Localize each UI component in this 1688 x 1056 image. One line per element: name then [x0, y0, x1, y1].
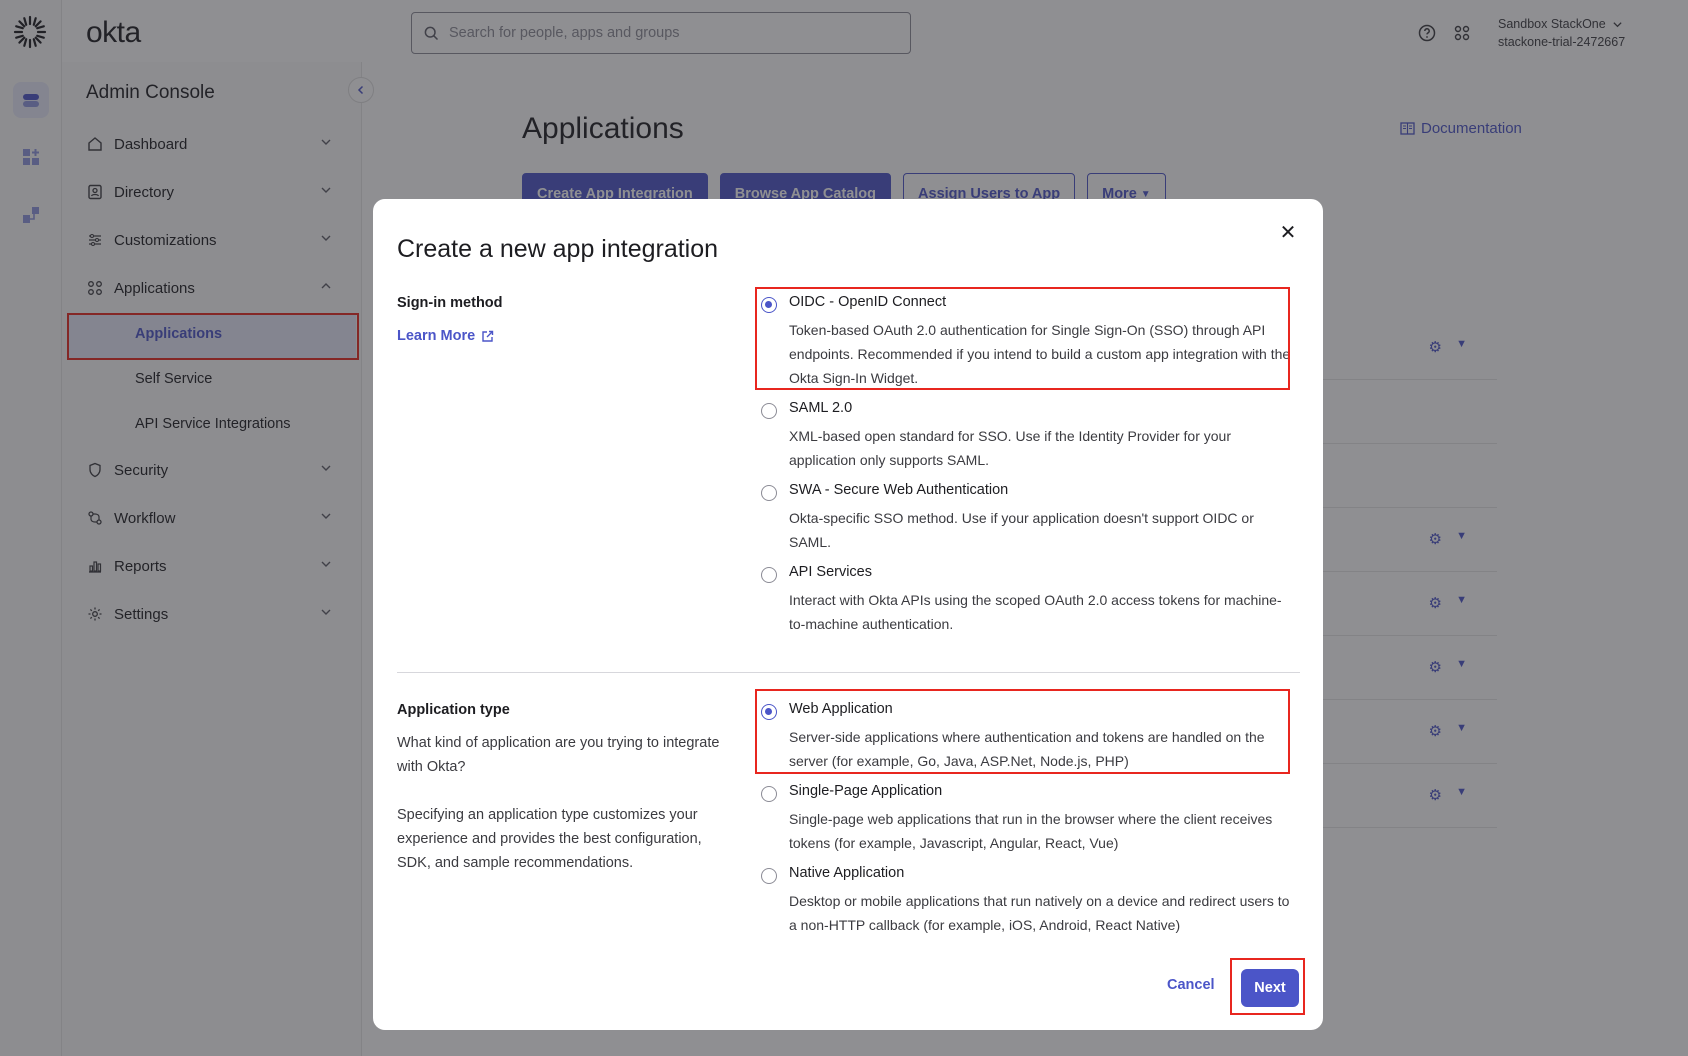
option-description: Okta-specific SSO method. Use if your application doesn't support OIDC or SAML.: [789, 510, 1254, 550]
radio-saml[interactable]: [761, 403, 777, 419]
next-button-highlight: [1230, 958, 1305, 1015]
option-description: XML-based open standard for SSO. Use if the Identity Provider for your application only supports SAML.: [789, 428, 1231, 468]
option-label: SWA - Secure Web Authentication: [789, 482, 1009, 498]
radio-swa[interactable]: [761, 485, 777, 501]
option-description: Server-side applications where authentication and tokens are handled on the server (for example, Go, Java, ASP.Net, Node.js, PHP): [789, 729, 1265, 769]
next-button[interactable]: Next: [1241, 969, 1299, 1007]
oidc-highlight: [755, 287, 1290, 390]
dialog-title: Create a new app integration: [397, 235, 719, 263]
section-divider: [397, 672, 1300, 673]
signin-option-swa[interactable]: [761, 482, 1281, 550]
web-application-highlight: [755, 689, 1290, 774]
close-icon[interactable]: ✕: [1279, 221, 1297, 244]
application-type-label: Application type: [397, 702, 510, 718]
application-type-help: What kind of application are you trying to integrate with Okta?: [397, 735, 720, 775]
external-link-icon: [481, 330, 494, 343]
apptype-option-spa[interactable]: [761, 783, 1281, 851]
cancel-button[interactable]: Cancel: [1167, 977, 1215, 993]
option-label: Web Application: [789, 701, 893, 717]
option-label: OIDC - OpenID Connect: [789, 294, 947, 310]
option-description: Token-based OAuth 2.0 authentication for Single Sign-On (SSO) through API endpoints. Recommended if you intend to build a custom app integration with the Okta Sign-In Widget.: [789, 322, 1291, 386]
signin-option-api-services[interactable]: [761, 564, 1282, 632]
option-description: Interact with Okta APIs using the scoped OAuth 2.0 access tokens for machine-to-machine authentication.: [789, 592, 1282, 632]
application-type-help-detail: Specifying an application type customizes your experience and provides the best configuration, SDK, and sample recommendations.: [397, 807, 702, 871]
radio-native-application[interactable]: [761, 868, 777, 884]
radio-single-page-application[interactable]: [761, 786, 777, 802]
option-label: Single-Page Application: [789, 783, 943, 799]
option-label: Native Application: [789, 865, 905, 881]
learn-more-label: Learn More: [397, 328, 476, 344]
option-label: SAML 2.0: [789, 400, 853, 416]
option-label: API Services: [789, 564, 872, 580]
radio-api-services[interactable]: [761, 567, 777, 583]
sign-in-method-label: Sign-in method: [397, 295, 503, 311]
create-app-integration-dialog: [373, 199, 1323, 1030]
signin-option-saml[interactable]: [761, 400, 1281, 468]
apptype-option-native[interactable]: [761, 865, 1290, 933]
option-description: Single-page web applications that run in the browser where the client receives tokens (for example, Javascript, Angular, React, Vue): [789, 811, 1273, 851]
option-description: Desktop or mobile applications that run natively on a device and redirect users to a non-HTTP callback (for example, iOS, Android, React Native): [789, 893, 1290, 933]
learn-more-link[interactable]: [397, 328, 494, 344]
